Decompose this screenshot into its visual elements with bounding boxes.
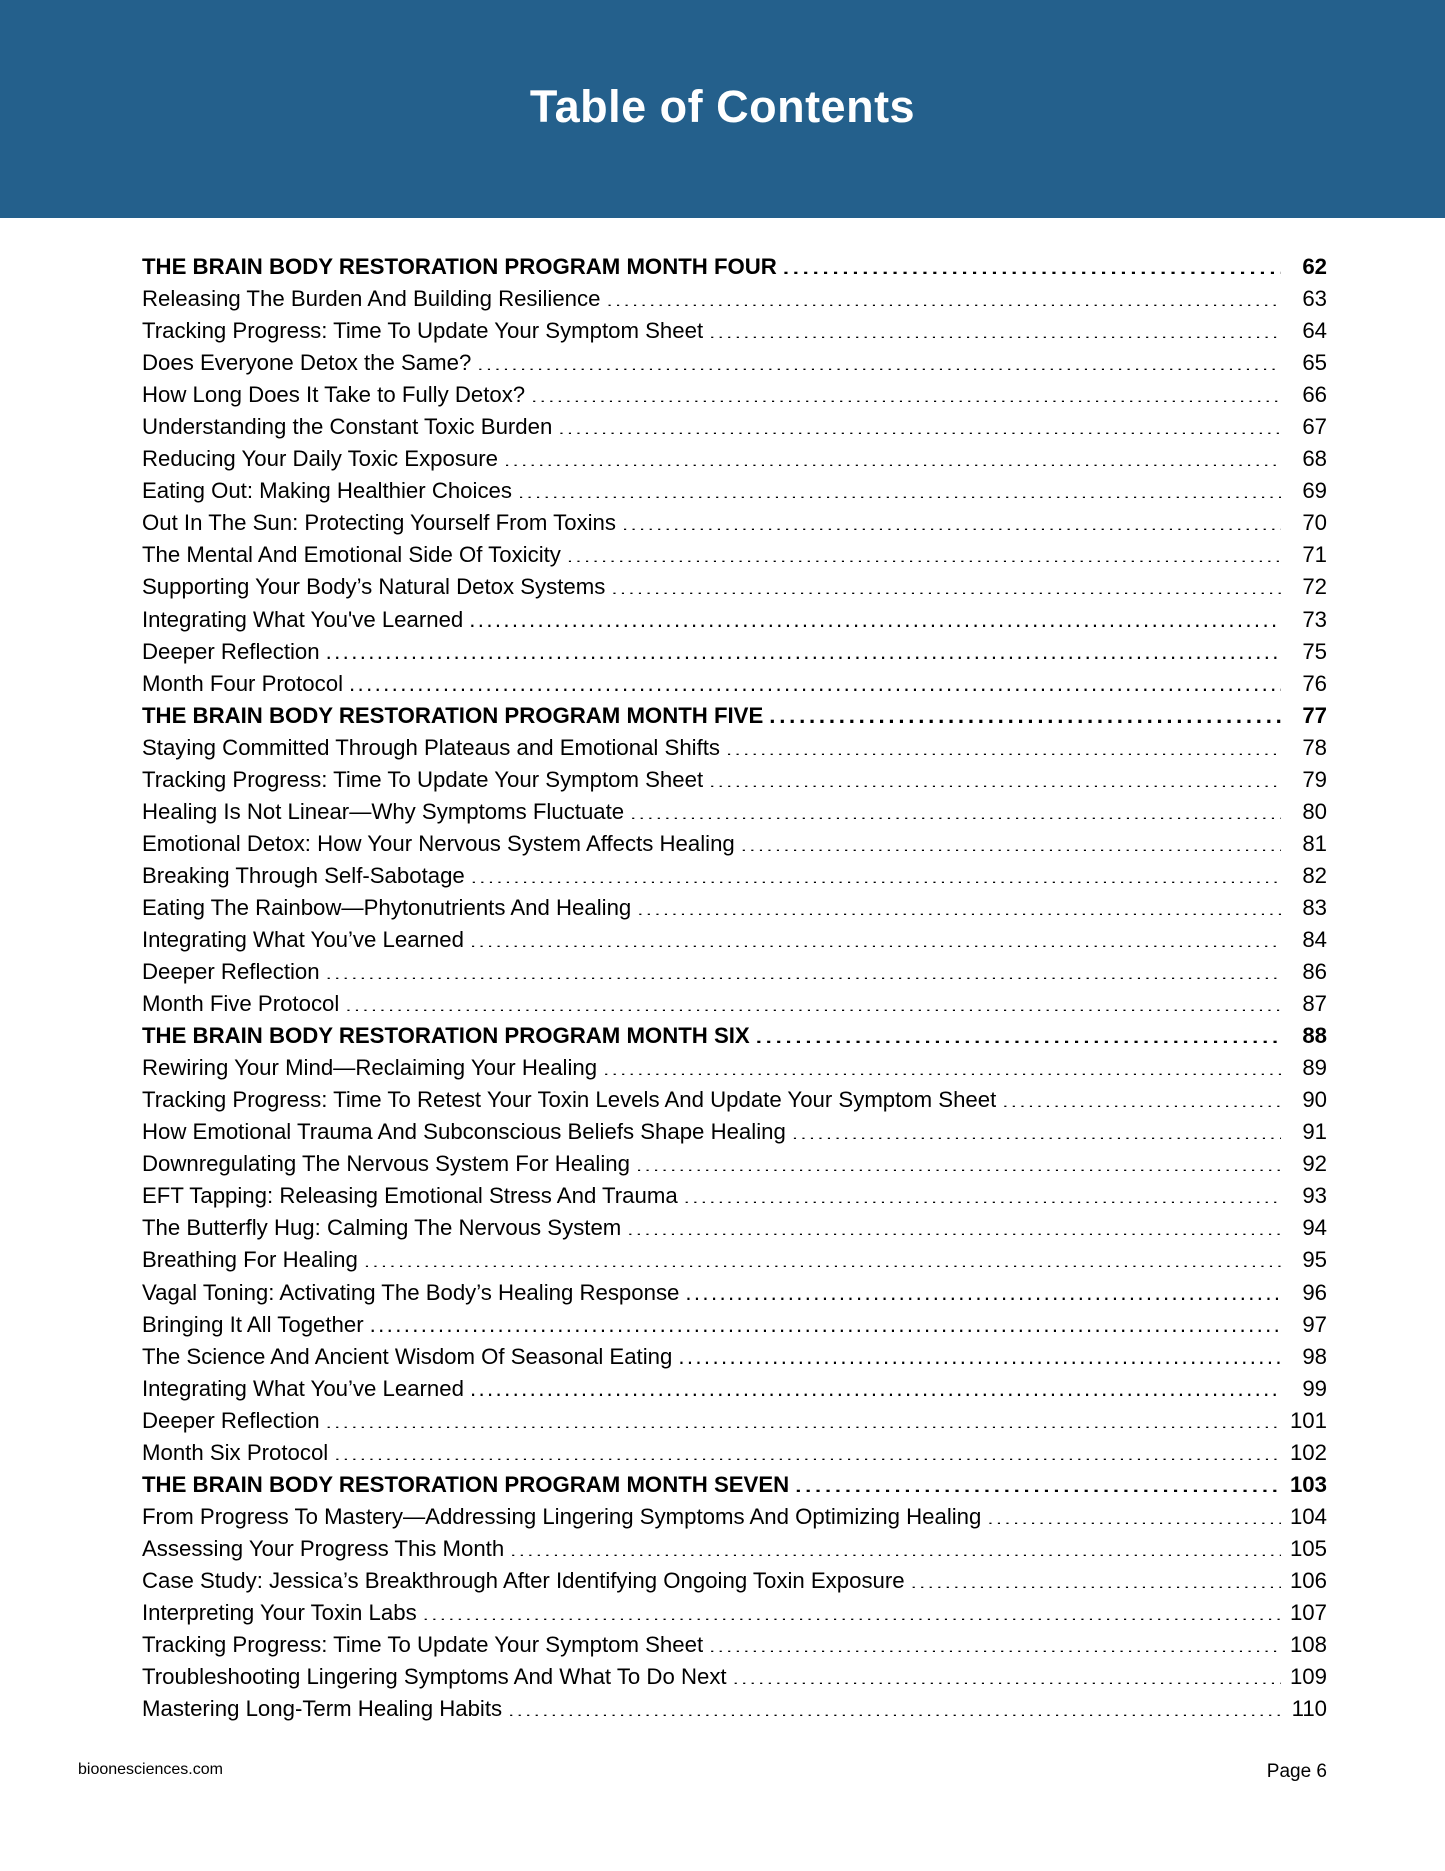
toc-entry-row[interactable] <box>142 1052 1327 1084</box>
toc-entry-title: THE BRAIN BODY RESTORATION PROGRAM MONTH SEVEN <box>142 1471 790 1497</box>
toc-entry-title: The Science And Ancient Wisdom Of Seasonal Eating <box>142 1343 673 1369</box>
toc-entry-row[interactable] <box>142 668 1327 700</box>
toc-entry-row[interactable] <box>142 636 1327 668</box>
toc-entry-row[interactable] <box>142 988 1327 1020</box>
toc-entry-title: Vagal Toning: Activating The Body’s Healing Response <box>142 1279 680 1305</box>
toc-section-row[interactable] <box>142 700 1327 732</box>
toc-dot-leader <box>637 893 1281 915</box>
toc-entry-title: Interpreting Your Toxin Labs <box>142 1599 417 1625</box>
toc-page-number: 62 <box>1302 254 1327 279</box>
footer-page-label: Page 6 <box>1266 1761 1327 1782</box>
toc-entry-title: Assessing Your Progress This Month <box>142 1535 505 1561</box>
toc-entry-row[interactable] <box>142 283 1327 315</box>
toc-dot-leader <box>726 733 1281 755</box>
toc-entry-row[interactable] <box>142 1277 1327 1309</box>
toc-entry-row[interactable] <box>142 571 1327 603</box>
toc-entry-row[interactable] <box>142 1084 1327 1116</box>
toc-entry-row[interactable] <box>142 796 1327 828</box>
toc-entry-title: The Mental And Emotional Side Of Toxicity <box>142 542 561 568</box>
toc-entry-title: Rewiring Your Mind—Reclaiming Your Healing <box>142 1055 598 1081</box>
toc-entry-title: Case Study: Jessica’s Breakthrough After Identifying Ongoing Toxin Exposure <box>142 1567 905 1593</box>
toc-entry-row[interactable] <box>142 1661 1327 1693</box>
toc-entry-title: Integrating What You’ve Learned <box>142 926 464 952</box>
toc-page-number: 88 <box>1302 1023 1327 1049</box>
toc-dot-leader <box>364 1245 1281 1267</box>
toc-page-number: 105 <box>1289 1535 1327 1561</box>
toc-dot-leader <box>567 540 1281 562</box>
toc-entry-title: THE BRAIN BODY RESTORATION PROGRAM MONTH FIVE <box>142 702 764 728</box>
toc-entry-row[interactable] <box>142 764 1327 796</box>
toc-page-number: 69 <box>1302 478 1327 504</box>
toc-page-number: 94 <box>1302 1215 1327 1241</box>
toc-page-number: 102 <box>1289 1439 1327 1465</box>
toc-entry-title: Eating Out: Making Healthier Choices <box>142 478 512 504</box>
toc-entry-title: How Emotional Trauma And Subconscious Beliefs Shape Healing <box>142 1119 786 1145</box>
toc-entry-row[interactable] <box>142 892 1327 924</box>
toc-dot-leader <box>470 925 1281 947</box>
toc-page-number: 90 <box>1302 1087 1327 1113</box>
toc-page-number: 110 <box>1291 1696 1327 1722</box>
toc-entry-title: Month Five Protocol <box>142 991 340 1017</box>
toc-dot-leader <box>709 1630 1281 1652</box>
toc-entry-row[interactable] <box>142 347 1327 379</box>
toc-entry-row[interactable] <box>142 443 1327 475</box>
toc-entry-row[interactable] <box>142 604 1327 636</box>
toc-entry-title: Reducing Your Daily Toxic Exposure <box>142 446 499 472</box>
toc-entry-row[interactable] <box>142 956 1327 988</box>
toc-entry-row[interactable] <box>142 1341 1327 1373</box>
toc-entry-row[interactable] <box>142 1533 1327 1565</box>
toc-entry-title: From Progress To Mastery—Addressing Lingering Symptoms And Optimizing Healing <box>142 1503 982 1529</box>
toc-dot-leader <box>531 380 1281 402</box>
toc-page-number: 98 <box>1302 1343 1327 1369</box>
toc-entry-title: Troubleshooting Lingering Symptoms And What To Do Next <box>142 1664 727 1690</box>
toc-page-number: 89 <box>1302 1055 1327 1081</box>
toc-dot-leader <box>334 1438 1281 1460</box>
toc-entry-list <box>142 251 1327 1725</box>
toc-entry-title: THE BRAIN BODY RESTORATION PROGRAM MONTH FOUR <box>142 254 777 279</box>
toc-page-number: 81 <box>1302 830 1327 856</box>
toc-entry-title: Tracking Progress: Time To Update Your Symptom Sheet <box>142 318 704 344</box>
toc-page-number: 97 <box>1302 1311 1327 1337</box>
toc-entry-title: Eating The Rainbow—Phytonutrients And Healing <box>142 894 632 920</box>
toc-dot-leader <box>558 412 1281 434</box>
toc-entry-row[interactable] <box>142 539 1327 571</box>
footer-website: bioonesciences.com <box>78 1761 223 1778</box>
toc-page-number: 82 <box>1302 862 1327 888</box>
toc-page-number: 92 <box>1302 1151 1327 1177</box>
toc-page-number: 65 <box>1302 350 1327 376</box>
toc-entry-title: Downregulating The Nervous System For Healing <box>142 1151 630 1177</box>
toc-dot-leader <box>370 1309 1281 1331</box>
toc-dot-leader <box>508 1694 1281 1716</box>
toc-page-number: 96 <box>1302 1279 1327 1305</box>
toc-entry-row[interactable] <box>142 732 1327 764</box>
toc-page-number: 68 <box>1302 446 1327 472</box>
toc-dot-leader <box>510 1534 1281 1556</box>
toc-entry-title: Supporting Your Body’s Natural Detox Systems <box>142 574 606 600</box>
toc-page-number: 107 <box>1289 1599 1327 1625</box>
toc-entry-title: Integrating What You’ve Learned <box>142 1375 464 1401</box>
toc-page-number: 109 <box>1289 1664 1327 1690</box>
toc-entry-row[interactable] <box>142 924 1327 956</box>
toc-entry-row[interactable] <box>142 1597 1327 1629</box>
toc-entry-title: Healing Is Not Linear—Why Symptoms Fluctuate <box>142 798 625 824</box>
toc-page-number: 87 <box>1302 991 1327 1017</box>
toc-dot-leader <box>1002 1085 1281 1107</box>
toc-entry-title: Deeper Reflection <box>142 959 320 985</box>
toc-dot-leader <box>603 1053 1281 1075</box>
toc-page-number: 67 <box>1302 414 1327 440</box>
toc-section-row[interactable] <box>142 1020 1327 1052</box>
toc-entry-title: The Butterfly Hug: Calming The Nervous System <box>142 1215 622 1241</box>
toc-page-number: 80 <box>1302 798 1327 824</box>
toc-dot-leader <box>741 829 1281 851</box>
toc-entry-title: Mastering Long-Term Healing Habits <box>142 1696 503 1722</box>
toc-page-number: 83 <box>1302 894 1327 920</box>
toc-entry-title: Deeper Reflection <box>142 1407 320 1433</box>
toc-dot-leader <box>636 1149 1281 1171</box>
toc-entry-row[interactable] <box>142 1501 1327 1533</box>
toc-page-number: 93 <box>1302 1183 1327 1209</box>
toc-entry-title: Tracking Progress: Time To Retest Your Toxin Levels And Update Your Symptom Sheet <box>142 1087 997 1113</box>
toc-entry-title: Understanding the Constant Toxic Burden <box>142 414 553 440</box>
toc-page-number: 70 <box>1302 510 1327 536</box>
toc-entry-title: Deeper Reflection <box>142 638 320 664</box>
toc-dot-leader <box>987 1502 1281 1524</box>
toc-entry-title: Releasing The Burden And Building Resilience <box>142 286 601 312</box>
toc-page-number: 103 <box>1289 1471 1327 1497</box>
toc-page-number: 86 <box>1302 959 1327 985</box>
toc-page-number: 99 <box>1302 1375 1327 1401</box>
toc-dot-leader <box>756 1021 1281 1043</box>
toc-dot-leader <box>345 989 1281 1011</box>
toc-page-number: 71 <box>1302 542 1327 568</box>
toc-entry-title: Tracking Progress: Time To Update Your Symptom Sheet <box>142 766 704 792</box>
toc-entry-row[interactable] <box>142 315 1327 347</box>
toc-dot-leader <box>611 572 1281 594</box>
toc-page-number: 95 <box>1302 1247 1327 1273</box>
toc-entry-row[interactable] <box>142 828 1327 860</box>
toc-dot-leader <box>709 316 1281 338</box>
toc-dot-leader <box>795 1470 1281 1492</box>
toc-entry-title: Does Everyone Detox the Same? <box>142 350 472 376</box>
toc-page-number: 63 <box>1302 286 1327 312</box>
toc-dot-leader <box>518 476 1281 498</box>
toc-page-number: 64 <box>1302 318 1327 344</box>
page-footer <box>0 1730 1445 1871</box>
toc-page-number: 101 <box>1289 1407 1327 1433</box>
toc-entry-row[interactable] <box>142 1437 1327 1469</box>
toc-dot-leader <box>471 861 1281 883</box>
toc-dot-leader <box>326 636 1281 658</box>
toc-dot-leader <box>477 348 1281 370</box>
page-header <box>0 0 1445 218</box>
toc-page-number: 73 <box>1302 606 1327 632</box>
toc-entry-title: Breaking Through Self-Sabotage <box>142 862 465 888</box>
toc-entry-title: Tracking Progress: Time To Update Your Symptom Sheet <box>142 1632 704 1658</box>
table-of-contents <box>0 218 1445 1725</box>
toc-dot-leader <box>627 1213 1281 1235</box>
toc-dot-leader <box>911 1566 1281 1588</box>
toc-entry-title: THE BRAIN BODY RESTORATION PROGRAM MONTH SIX <box>142 1023 750 1049</box>
toc-page-number: 66 <box>1302 382 1327 408</box>
toc-entry-title: Breathing For Healing <box>142 1247 358 1273</box>
toc-entry-row[interactable] <box>142 1693 1327 1725</box>
toc-page-number: 77 <box>1302 702 1327 728</box>
toc-entry-title: Bringing It All Together <box>142 1311 364 1337</box>
toc-page-number: 108 <box>1289 1632 1327 1658</box>
toc-dot-leader <box>606 284 1281 306</box>
toc-page-number: 84 <box>1302 926 1327 952</box>
toc-entry-row[interactable] <box>142 1244 1327 1276</box>
toc-dot-leader <box>783 252 1281 274</box>
toc-entry-row[interactable] <box>142 411 1327 443</box>
toc-dot-leader <box>326 1406 1281 1428</box>
toc-entry-title: How Long Does It Take to Fully Detox? <box>142 382 526 408</box>
toc-entry-row[interactable] <box>142 1629 1327 1661</box>
toc-page-number: 79 <box>1302 766 1327 792</box>
toc-entry-title: Integrating What You've Learned <box>142 606 464 632</box>
toc-entry-title: Staying Committed Through Plateaus and Emotional Shifts <box>142 734 721 760</box>
toc-page-number: 75 <box>1302 638 1327 664</box>
toc-dot-leader <box>630 797 1281 819</box>
toc-page-number: 91 <box>1302 1119 1327 1145</box>
toc-section-row[interactable] <box>142 251 1327 283</box>
toc-page-number: 78 <box>1302 734 1327 760</box>
toc-dot-leader <box>678 1341 1281 1363</box>
toc-entry-title: Month Six Protocol <box>142 1439 329 1465</box>
toc-dot-leader <box>769 700 1281 722</box>
toc-entry-row[interactable] <box>142 1373 1327 1405</box>
toc-section-row[interactable] <box>142 1469 1327 1501</box>
toc-entry-row[interactable] <box>142 475 1327 507</box>
toc-entry-title: EFT Tapping: Releasing Emotional Stress And Trauma <box>142 1183 678 1209</box>
toc-dot-leader <box>504 444 1281 466</box>
toc-dot-leader <box>709 765 1281 787</box>
toc-page-number: 106 <box>1289 1567 1327 1593</box>
toc-entry-title: Month Four Protocol <box>142 670 344 696</box>
toc-dot-leader <box>326 957 1281 979</box>
toc-entry-row[interactable] <box>142 1405 1327 1437</box>
toc-entry-row[interactable] <box>142 1565 1327 1597</box>
toc-dot-leader <box>733 1662 1281 1684</box>
toc-dot-leader <box>469 604 1281 626</box>
toc-page-number: 76 <box>1302 670 1327 696</box>
toc-dot-leader <box>349 668 1281 690</box>
toc-entry-row[interactable] <box>142 860 1327 892</box>
toc-dot-leader <box>685 1277 1281 1299</box>
toc-page-number: 104 <box>1289 1503 1327 1529</box>
toc-entry-row[interactable] <box>142 1212 1327 1244</box>
toc-dot-leader <box>684 1181 1281 1203</box>
toc-dot-leader <box>792 1117 1281 1139</box>
toc-entry-row[interactable] <box>142 1148 1327 1180</box>
toc-entry-row[interactable] <box>142 379 1327 411</box>
page-title: Table of Contents <box>529 80 916 132</box>
toc-entry-title: Emotional Detox: How Your Nervous System Affects Healing <box>142 830 735 856</box>
toc-dot-leader <box>423 1598 1281 1620</box>
toc-entry-row[interactable] <box>142 507 1327 539</box>
toc-entry-row[interactable] <box>142 1116 1327 1148</box>
toc-dot-leader <box>470 1373 1281 1395</box>
toc-entry-row[interactable] <box>142 1180 1327 1212</box>
toc-entry-row[interactable] <box>142 1309 1327 1341</box>
toc-dot-leader <box>622 508 1281 530</box>
toc-page-number: 72 <box>1302 574 1327 600</box>
toc-entry-title: Out In The Sun: Protecting Yourself From Toxins <box>142 510 616 536</box>
